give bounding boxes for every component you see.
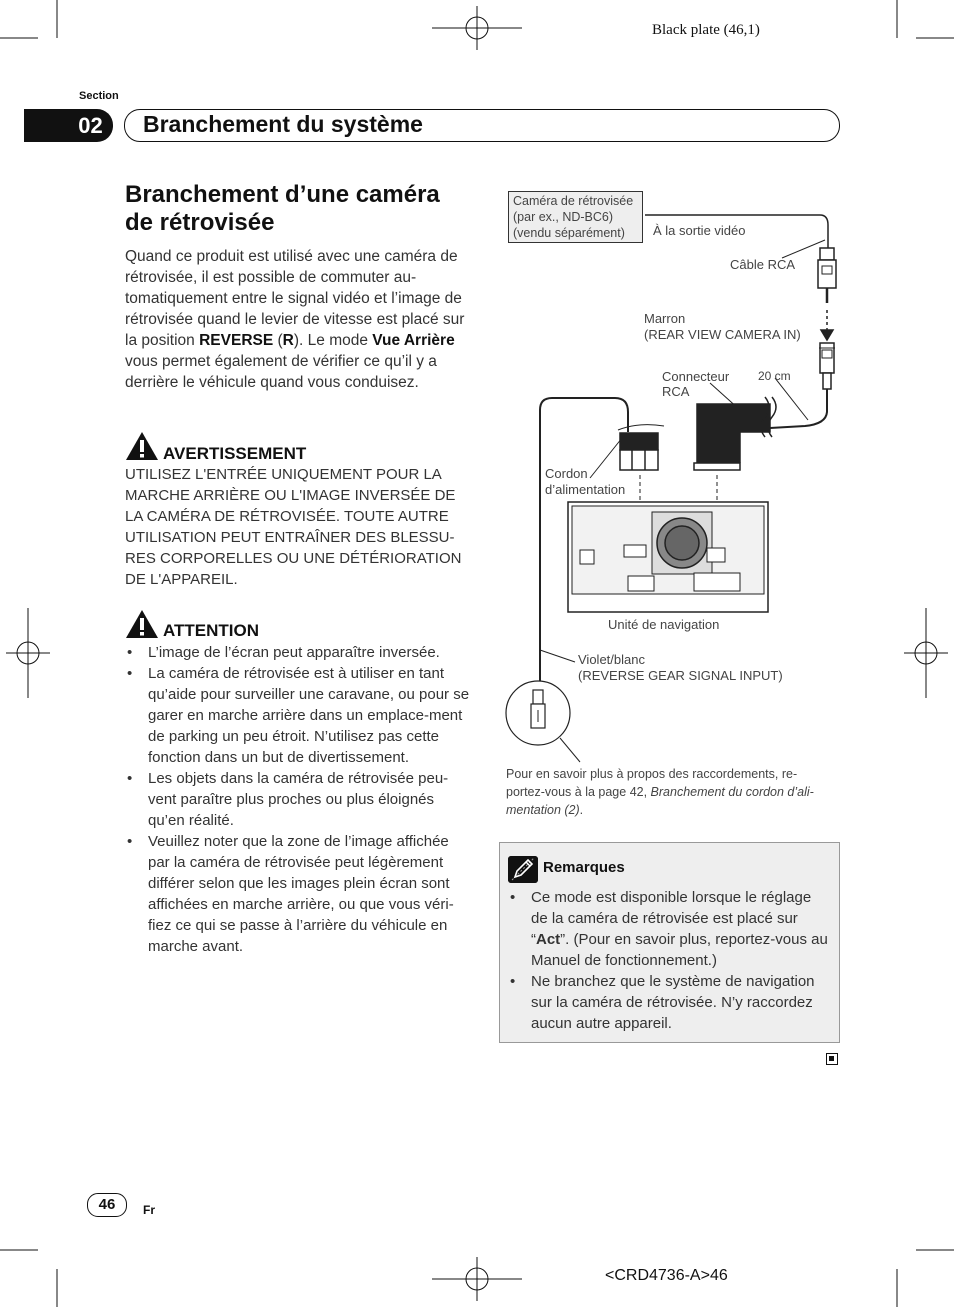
camera-label-box <box>508 191 643 243</box>
attention-heading: ATTENTION <box>163 621 260 640</box>
rca-connector-label-line2: RCA <box>662 384 690 399</box>
intro-rear-view: Vue Arrière <box>372 332 455 349</box>
video-out-label: À la sortie vidéo <box>653 223 746 238</box>
section-title: Branchement du système <box>143 111 423 137</box>
remarks-list <box>508 887 828 1034</box>
remark1-text2: ”. (Pour en savoir plus, reportez-vous au Manuel de fonctionnement.) <box>531 931 828 969</box>
rca-connector-label <box>662 369 729 399</box>
diagram-note-text1: Pour en savoir plus à propos des raccordements, re-portez-vous à la page 42, <box>506 767 798 799</box>
brown-wire-label-line2: (REAR VIEW CAMERA IN) <box>644 327 801 342</box>
diagram-note <box>506 765 836 819</box>
camera-label-line3: (vendu séparément) <box>513 226 625 240</box>
power-cord-label-line2: d’alimentation <box>545 482 626 497</box>
page-title-line2: de rétrovisée <box>125 209 275 236</box>
diagram-note-text2: . <box>579 803 584 817</box>
list-item: • Veuillez noter que la zone de l’image affichée par la caméra de rétrovisée peut légèrement différer selon que les images plein écran sont affichées en marche arrière, ou que vous véri-fiez ce qui se passe à l’arrière du véhicule en marche avant. <box>125 831 470 957</box>
intro-text-4: vous permet également de vérifier ce qu’il y a derrière le véhicule quand vous conduisez. <box>125 353 437 391</box>
page-number: 46 <box>87 1193 127 1217</box>
intro-text-3: ). Le mode <box>293 332 373 349</box>
power-cord-label <box>545 466 625 498</box>
list-item <box>508 887 828 971</box>
violet-wire-label-line1: Violet/blanc <box>578 652 645 667</box>
language-code: Fr <box>143 1203 155 1217</box>
remark1-act: Act <box>536 931 561 948</box>
intro-text-1: Quand ce produit est utilisé avec une caméra de rétrovisée, il est possible de commuter au-tomatiquement entre le signal vidéo et l’image de rétrovisée quand le levier de vitesse est placé sur la position <box>125 248 465 349</box>
camera-label-line2: (par ex., ND-BC6) <box>513 210 614 224</box>
nav-unit-label: Unité de navigation <box>608 617 720 632</box>
warning-heading: AVERTISSEMENT <box>163 444 307 463</box>
pencil-note-icon <box>508 856 538 883</box>
diagram-note-link-title: Branchement du cordon d’ali-mentation (2) <box>506 785 814 817</box>
intro-reverse: REVERSE <box>199 332 274 349</box>
list-item: • Les objets dans la caméra de rétrovisée peu-vent paraître plus proches ou plus éloignés qu’en réalité. <box>125 768 470 831</box>
section-label: Section <box>79 90 119 102</box>
violet-wire-label-line2: (REVERSE GEAR SIGNAL INPUT) <box>578 668 783 683</box>
list-item: • Ne branchez que le système de navigation sur la caméra de rétrovisée. N’y raccordez aucun autre appareil. <box>508 971 828 1034</box>
length-label: 20 cm <box>758 369 791 383</box>
remarks-heading: Remarques <box>543 859 625 876</box>
page-title-line1: Branchement d’une caméra <box>125 181 440 208</box>
camera-label-line1: Caméra de rétrovisée <box>513 194 634 208</box>
remark1-text1: Ce mode est disponible lorsque le réglage de la caméra de rétrovisée est placé sur “ <box>531 889 812 948</box>
brown-wire-label <box>644 311 801 343</box>
section-number: 02 <box>78 113 103 138</box>
intro-r: R <box>282 332 294 349</box>
brown-wire-label-line1: Marron <box>644 311 686 326</box>
warning-text: UTILISEZ L'ENTRÉE UNIQUEMENT POUR LA MARCHE ARRIÈRE OU L'IMAGE INVERSÉE DE LA CAMÉRA DE RÉTROVISÉE. TOUTE AUTRE UTILISATION PEUT ENTRAÎNER DES BLESSU-RES CORPORELLES OU UNE DÉTÉRIORATION DE L'APPAREIL. <box>125 466 462 588</box>
power-cord-label-line1: Cordon <box>545 466 588 481</box>
plate-label: Black plate (46,1) <box>652 22 760 38</box>
document-code: <CRD4736-A>46 <box>605 1267 728 1284</box>
list-item: • La caméra de rétrovisée est à utiliser en tant qu’aide pour surveiller une caravane, ou pour se garer en marche arrière dans un emplace-ment de parking un peu étroit. N’utilisez pas cette fonction dans un but de divertissement. <box>125 663 470 768</box>
list-item: • L’image de l’écran peut apparaître inversée. <box>125 642 470 663</box>
rca-cable-label: Câble RCA <box>730 257 796 272</box>
violet-wire-label <box>578 652 783 684</box>
intro-text-2: ( <box>273 332 283 349</box>
end-mark-icon <box>826 1053 838 1065</box>
rca-connector-label-line1: Connecteur <box>662 369 730 384</box>
